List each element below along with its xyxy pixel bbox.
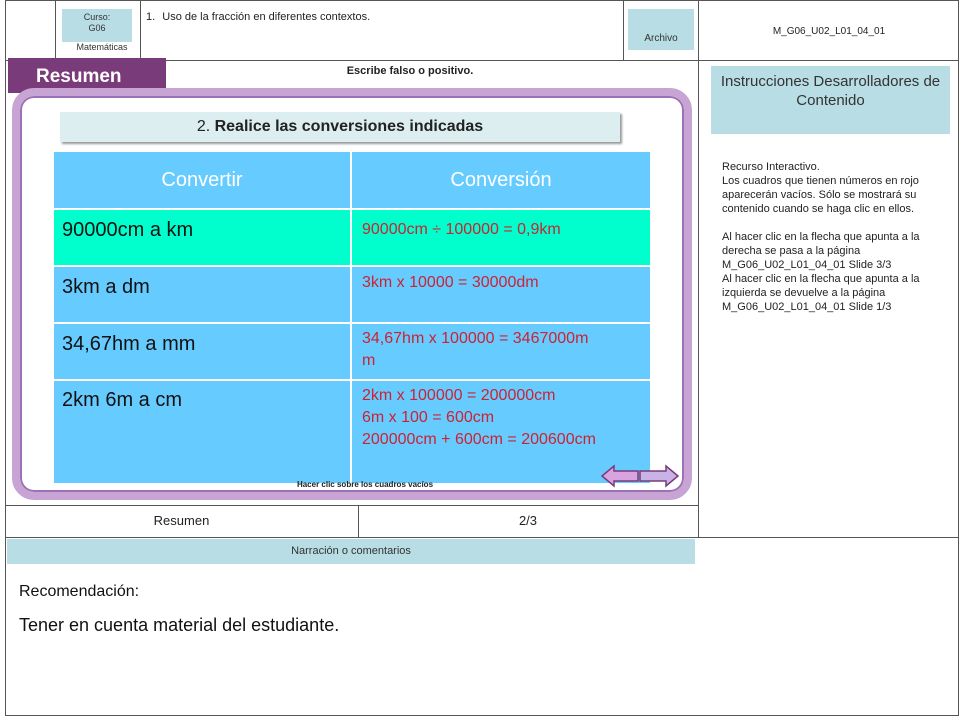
instructions-body: Recurso Interactivo. Los cuadros que tienen números en rojo aparecerán vacíos. Sólo se mostrará su contenido cuando se haga clic en ellos. Al hacer clic en la flecha que apunta a la derecha se pasa a la página M_G06_U02_L01_04_01 Slide 3/3 Al hacer clic en la flecha que apunta a la izquierda se devuelve a la página M_G06_U02_L01_04_01 Slide 1/3 — [722, 161, 920, 313]
row-2-conversion[interactable] — [352, 267, 650, 322]
row-4-convertir-text: 2km 6m a cm — [62, 389, 183, 411]
curso-box — [62, 9, 132, 42]
row-2-conversion-line: 3km x 10000 = 30000dm — [362, 274, 539, 291]
row-2-convertir-text: 3km a dm — [62, 276, 150, 298]
row-3-convertir — [54, 324, 350, 379]
curso-value: G06 — [88, 23, 106, 33]
recommendation-title: Recomendación: — [19, 583, 140, 600]
exercise-subtitle — [60, 112, 620, 142]
instruction-top: Escribe falso o positivo. — [346, 65, 474, 77]
row-1-conversion-line: 90000cm ÷ 100000 = 0,9km — [362, 221, 561, 238]
title-text: Uso de la fracción en diferentes contextos. — [162, 11, 371, 23]
grid-line — [5, 0, 6, 716]
row-4-convertir — [54, 381, 350, 483]
table-header-conversion: Conversión — [352, 152, 650, 208]
bottom-left-label: Resumen — [153, 513, 210, 528]
narration-header: Narración o comentarios — [7, 539, 695, 564]
grid-line — [5, 537, 958, 538]
recommendation-text: Tener en cuenta material del estudiante. — [19, 615, 340, 635]
row-1-conversion[interactable] — [352, 210, 650, 265]
table-header-convertir: Convertir — [54, 152, 350, 208]
subtitle-text: Realice las conversiones indicadas — [210, 118, 484, 135]
curso-label: Curso: — [83, 12, 111, 22]
row-4-conversion-line: 2km x 100000 = 200000cm — [362, 387, 556, 404]
grid-line — [5, 715, 958, 716]
next-arrow-icon[interactable] — [640, 466, 678, 486]
grid-line — [698, 0, 699, 538]
row-3-conversion[interactable] — [352, 324, 650, 379]
grid-line — [55, 0, 56, 60]
grid-line — [5, 505, 698, 506]
prev-arrow-icon[interactable] — [602, 466, 638, 486]
resumen-tab: Resumen — [8, 58, 166, 93]
item-number: 1. — [146, 11, 156, 23]
grid-line — [958, 0, 959, 716]
instructions-title: Instrucciones Desarrolladores de Contenido — [711, 66, 950, 134]
row-4-conversion-line: 200000cm + 600cm = 200600cm — [362, 431, 596, 448]
slide-number: 2/3 — [518, 513, 538, 528]
click-hint: Hacer clic sobre los cuadros vacíos — [296, 480, 434, 489]
archivo-button[interactable]: Archivo — [628, 9, 694, 50]
subtitle-number: 2. — [196, 118, 211, 135]
subject-label: Matemáticas — [76, 42, 128, 52]
row-1-convertir — [54, 210, 350, 265]
row-3-conversion-line: 34,67hm x 100000 = 3467000m — [362, 330, 589, 347]
grid-line — [5, 0, 958, 1]
row-1-convertir-text: 90000cm a km — [62, 219, 194, 241]
row-3-convertir-text: 34,67hm a mm — [62, 333, 196, 355]
resource-code: M_G06_U02_L01_04_01 — [772, 26, 886, 37]
row-2-convertir — [54, 267, 350, 322]
row-3-conversion-line: m — [362, 352, 376, 369]
row-4-conversion-line: 6m x 100 = 600cm — [362, 409, 495, 426]
page-title — [146, 11, 370, 23]
grid-line — [623, 0, 624, 60]
nav-arrows — [600, 462, 680, 492]
